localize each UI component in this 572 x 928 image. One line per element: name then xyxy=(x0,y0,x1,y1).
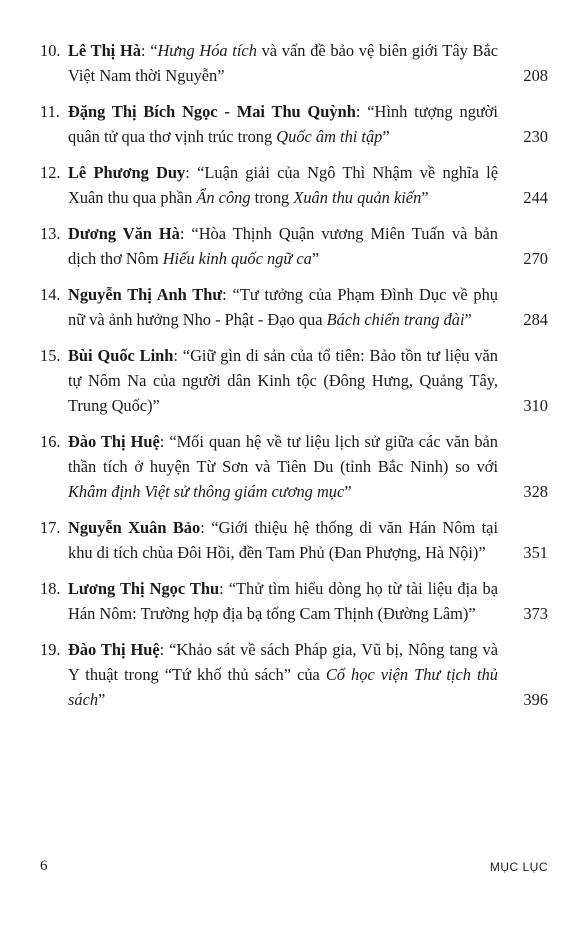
toc-entry-author: Bùi Quốc Linh xyxy=(68,346,174,365)
open-quote: “ xyxy=(150,41,158,60)
toc-entry xyxy=(40,576,548,626)
open-quote: “ xyxy=(197,163,205,182)
toc-entry-number: 18. xyxy=(40,579,61,598)
toc-entry xyxy=(40,637,548,712)
toc-entry-author: Dương Văn Hà xyxy=(68,224,180,243)
toc-entry-work-title: Ẩn công xyxy=(196,188,251,207)
toc-entry-page: 230 xyxy=(523,127,548,146)
open-quote: “ xyxy=(367,102,375,121)
toc-entry-title: Đặng Thị Bích Ngọc - Mai Thu Quỳnh: “Hình tượng người quân tử qua thơ vịnh trúc trong Quốc âm thi tập” xyxy=(68,102,498,146)
toc-entry-work-title: Xuân thu quản kiến xyxy=(293,188,422,207)
toc-entry-page: 351 xyxy=(523,543,548,562)
toc-entry-title: Bùi Quốc Linh: “Giữ gìn di sản của tổ tiên: Bảo tồn tư liệu văn tự Nôm Na của người dân Kinh tộc (Đông Hưng, Quảng Tây, Trung Quốc)” xyxy=(68,346,498,415)
toc-entry-text: ” xyxy=(344,482,352,501)
toc-entry-text: trong xyxy=(250,188,294,207)
toc-entry-page: 396 xyxy=(523,690,548,709)
toc-entry-page: 328 xyxy=(523,482,548,501)
toc-entry-work-title: Khâm định Việt sử thông giám cương mục xyxy=(68,482,345,501)
open-quote: “ xyxy=(211,518,219,537)
table-of-contents xyxy=(40,38,548,723)
toc-entry-number: 10. xyxy=(40,41,61,60)
open-quote: “ xyxy=(191,224,199,243)
toc-entry-page: 373 xyxy=(523,604,548,623)
toc-entry-text: Giữ gìn di sản của tổ tiên: Bảo tồn tư liệu văn tự Nôm Na của người dân Kinh tộc (Đông Hưng, Quảng Tây, Trung Quốc)” xyxy=(68,346,498,415)
toc-entry-title: Lê Phương Duy: “Luận giải của Ngô Thì Nhậm về nghĩa lệ Xuân thu qua phần Ẩn công trong Xuân thu quản kiến” xyxy=(68,163,498,207)
toc-entry-text: ” xyxy=(382,127,390,146)
toc-entry-author: Lê Thị Hà xyxy=(68,41,141,60)
page-number: 6 xyxy=(40,858,48,874)
open-quote: “ xyxy=(169,640,177,659)
toc-entry xyxy=(40,99,548,149)
toc-entry-author: Đặng Thị Bích Ngọc - Mai Thu Quỳnh xyxy=(68,102,356,121)
toc-entry xyxy=(40,160,548,210)
toc-entry-author: Lê Phương Duy xyxy=(68,163,186,182)
toc-entry-text: ” xyxy=(464,310,472,329)
open-quote: “ xyxy=(228,579,237,598)
running-head: MỤC LỤC xyxy=(489,860,548,874)
open-quote: “ xyxy=(182,346,191,365)
toc-entry-title: Dương Văn Hà: “Hòa Thịnh Quận vương Miên Tuấn và bản dịch thơ Nôm Hiếu kinh quốc ngữ ca” xyxy=(68,224,499,268)
toc-entry-work-title: Bách chiến trang đài xyxy=(326,310,465,329)
toc-entry-text: Luận giải của Ngô Thì Nhậm về nghĩa lệ Xuân thu qua phần xyxy=(68,163,498,207)
toc-entry-author: Lương Thị Ngọc Thu xyxy=(68,579,220,598)
toc-entry-page: 270 xyxy=(523,249,548,268)
toc-entry-title: Đào Thị Huệ: “Mối quan hệ về tư liệu lịch sử giữa các văn bản thần tích ở huyện Từ Sơn và Tiên Du (tỉnh Bắc Ninh) so với Khâm định Việt sử thông giám cương mục” xyxy=(68,432,498,501)
toc-entry-author: Nguyễn Xuân Bảo xyxy=(68,518,201,537)
toc-entry-number: 14. xyxy=(40,285,61,304)
toc-entry-author: Nguyễn Thị Anh Thư xyxy=(68,285,223,304)
open-quote: “ xyxy=(232,285,240,304)
toc-entry-number: 13. xyxy=(40,224,61,243)
toc-entry-number: 12. xyxy=(40,163,61,182)
toc-entry-text: Hình tượng người quân tử qua thơ vịnh trúc trong xyxy=(68,102,498,146)
toc-entry-title: Lê Thị Hà: “Hưng Hóa tích và vấn đề bảo vệ biên giới Tây Bắc Việt Nam thời Nguyễn” xyxy=(68,41,498,85)
page-footer xyxy=(40,858,548,882)
toc-entry xyxy=(40,343,548,418)
toc-entry xyxy=(40,282,548,332)
toc-entry-page: 284 xyxy=(523,310,548,329)
toc-entry-text: ” xyxy=(311,249,320,268)
toc-entry xyxy=(40,221,548,271)
toc-entry-page: 208 xyxy=(523,66,548,85)
toc-entry-number: 11. xyxy=(40,102,60,121)
toc-entry-text: Mối quan hệ về tư liệu lịch sử giữa các văn bản thần tích ở huyện Từ Sơn và Tiên Du (tỉnh Bắc Ninh) so với xyxy=(68,432,498,476)
toc-entry-work-title: Quốc âm thi tập xyxy=(276,127,383,146)
toc-entry-text: Tư tưởng của Phạm Đình Dục về phụ nữ và ảnh hưởng Nho - Phật - Đạo qua xyxy=(68,285,498,329)
toc-entry-number: 19. xyxy=(40,640,61,659)
toc-entry-author: Đào Thị Huệ xyxy=(68,432,160,451)
toc-entry-text: và vấn đề bảo vệ biên giới Tây Bắc Việt Nam thời Nguyễn” xyxy=(68,41,498,85)
toc-entry-work-title: Cổ học viện Thư tịch thủ sách xyxy=(68,665,499,709)
toc-entry-number: 16. xyxy=(40,432,61,451)
toc-entry-number: 17. xyxy=(40,518,61,537)
toc-entry-text: Giới thiệu hệ thống di văn Hán Nôm tại khu di tích chùa Đôi Hồi, đền Tam Phủ (Đan Phượng, Hà Nội)” xyxy=(68,518,499,562)
toc-entry-work-title: Hiếu kinh quốc ngữ ca xyxy=(162,249,312,268)
toc-entry-title: Đào Thị Huệ: “Khảo sát về sách Pháp gia, Vũ bị, Nông tang và Y thuật trong “Tứ khố thủ sách” của Cổ học viện Thư tịch thủ sách” xyxy=(68,640,499,709)
toc-entry-text: ” xyxy=(421,188,429,207)
toc-entry-number: 15. xyxy=(40,346,61,365)
toc-entry-author: Đào Thị Huệ xyxy=(68,640,160,659)
toc-entry xyxy=(40,38,548,88)
toc-entry xyxy=(40,429,548,504)
toc-entry-title: Nguyễn Thị Anh Thư: “Tư tưởng của Phạm Đình Dục về phụ nữ và ảnh hưởng Nho - Phật - Đạo qua Bách chiến trang đài” xyxy=(68,285,498,329)
toc-entry xyxy=(40,515,548,565)
toc-entry-title: Nguyễn Xuân Bảo: “Giới thiệu hệ thống di văn Hán Nôm tại khu di tích chùa Đôi Hồi, đền Tam Phủ (Đan Phượng, Hà Nội)” xyxy=(68,518,499,562)
toc-entry-text: ” xyxy=(98,690,106,709)
open-quote: “ xyxy=(169,432,177,451)
toc-entry-title: Lương Thị Ngọc Thu: “Thử tìm hiểu dòng họ từ tài liệu địa bạ Hán Nôm: Trường hợp địa bạ tổng Cam Thịnh (Đường Lâm)” xyxy=(68,579,498,623)
toc-entry-text: Khảo sát về sách Pháp gia, Vũ bị, Nông tang và Y thuật trong “Tứ khố thủ sách” của xyxy=(68,640,498,684)
toc-entry-text: Thử tìm hiểu dòng họ từ tài liệu địa bạ Hán Nôm: Trường hợp địa bạ tổng Cam Thịnh (Đường Lâm)” xyxy=(68,579,498,623)
toc-entry-page: 244 xyxy=(523,188,548,207)
toc-entry-text: Hòa Thịnh Quận vương Miên Tuấn và bản dịch thơ Nôm xyxy=(68,224,499,268)
toc-entry-page: 310 xyxy=(523,396,548,415)
toc-entry-work-title: Hưng Hóa tích xyxy=(157,41,257,60)
